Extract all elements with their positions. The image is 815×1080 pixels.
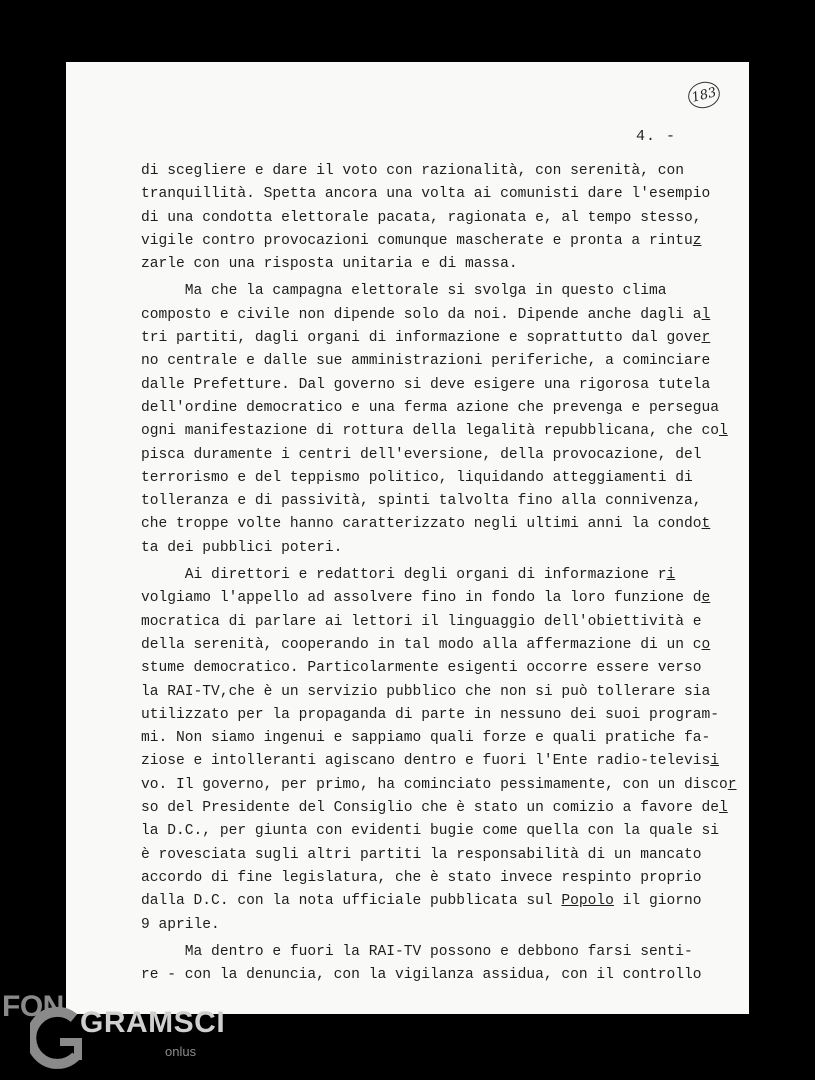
text-line xyxy=(141,867,741,890)
fondazione-gramsci-watermark xyxy=(0,986,226,1080)
text-line xyxy=(141,513,741,536)
text-segment: no centrale e dalle sue amministrazioni periferiche, a cominciare xyxy=(141,353,711,370)
text-line xyxy=(141,374,741,397)
text-line xyxy=(141,304,741,327)
text-line xyxy=(141,280,741,303)
text-segment: dalla D.C. con la nota ufficiale pubblicata sul xyxy=(141,893,562,910)
text-line xyxy=(141,350,741,373)
underlined-text: r xyxy=(727,776,737,793)
text-segment: utilizzato per la propaganda di parte in nessuno dei suoi program- xyxy=(141,706,720,723)
text-segment: dell'ordine democratico e una ferma azione che prevenga e persegua xyxy=(141,399,720,416)
text-segment: la D.C., per giunta con evidenti bugie come quella con la quale si xyxy=(141,823,720,840)
text-line xyxy=(141,397,741,420)
text-segment: zarle con una risposta unitaria e di massa. xyxy=(141,256,518,273)
text-segment: della serenità, cooperando in tal modo alla affermazione di un c xyxy=(141,636,702,653)
text-segment: la RAI-TV,che è un servizio pubblico che non si può tollerare sia xyxy=(141,683,711,700)
text-line xyxy=(141,207,741,230)
text-line xyxy=(141,657,741,680)
text-segment: tranquillità. Spetta ancora una volta ai comunisti dare l'esempio xyxy=(141,186,711,203)
text-segment: terrorismo e del teppismo politico, liquidando atteggiamenti di xyxy=(141,469,693,486)
text-line xyxy=(141,420,741,443)
underlined-text: r xyxy=(701,330,711,347)
text-line xyxy=(141,490,741,513)
underlined-text: l xyxy=(701,306,711,323)
page-number: 4. - xyxy=(636,128,677,145)
text-segment: di una condotta elettorale pacata, ragionata e, al tempo stesso, xyxy=(141,209,702,226)
underlined-text: l xyxy=(719,800,728,817)
text-segment: vigile contro provocazioni comunque mascherate e pronta a rintu xyxy=(141,232,693,249)
text-line xyxy=(141,750,741,773)
text-segment: tri partiti, dagli organi di informazione e soprattutto dal gove xyxy=(141,330,702,347)
text-line xyxy=(141,890,741,913)
document-page xyxy=(66,62,749,1014)
text-line xyxy=(141,844,741,867)
watermark-onlus: onlus xyxy=(165,1044,197,1059)
text-segment: volgiamo l'appello ad assolvere fino in fondo la loro funzione d xyxy=(141,590,702,607)
underlined-text: z xyxy=(692,232,702,249)
text-line xyxy=(141,587,741,610)
text-segment: di scegliere e dare il voto con razionalità, con serenità, con xyxy=(141,163,684,179)
underlined-text: o xyxy=(701,636,711,653)
underlined-text: i xyxy=(710,753,720,770)
text-line xyxy=(141,183,741,206)
text-line xyxy=(141,797,741,820)
underlined-text: e xyxy=(701,590,711,607)
underlined-text: Popolo xyxy=(561,893,614,910)
text-segment: ogni manifestazione di rottura della legalità repubblicana, che co xyxy=(141,423,720,440)
watermark-fon: FON xyxy=(2,990,64,1023)
text-line xyxy=(141,253,741,276)
text-segment: so del Presidente del Consiglio che è stato un comizio a favore de xyxy=(141,800,720,817)
text-line xyxy=(141,774,741,797)
text-segment: Ai direttori e redattori degli organi di informazione r xyxy=(141,567,667,584)
text-line xyxy=(141,160,741,183)
text-segment: stume democratico. Particolarmente esigenti occorre essere verso xyxy=(141,660,702,677)
text-segment: Ma dentro e fuori la RAI-TV possono e debbono farsi senti- xyxy=(141,943,693,960)
text-line xyxy=(141,634,741,657)
text-segment: tolleranza e di passività, spinti talvolta fino alla connivenza, xyxy=(141,493,702,510)
text-line xyxy=(141,444,741,467)
document-body xyxy=(141,160,741,987)
text-line xyxy=(141,681,741,704)
text-segment: re - con la denuncia, con la vigilanza assidua, con il controllo xyxy=(141,967,702,984)
text-segment: accordo di fine legislatura, che è stato invece respinto proprio xyxy=(141,869,702,886)
text-segment: che troppe volte hanno caratterizzato negli ultimi anni la condo xyxy=(141,516,702,533)
text-line xyxy=(141,327,741,350)
watermark-gramsci: GRAMSCI xyxy=(80,1006,226,1039)
underlined-text: i xyxy=(666,567,676,584)
underlined-text: t xyxy=(701,516,711,533)
text-line xyxy=(141,611,741,634)
text-line xyxy=(141,941,741,964)
text-line xyxy=(141,230,741,253)
text-segment: ta dei pubblici poteri. xyxy=(141,539,343,556)
text-segment: il giorno xyxy=(613,893,702,910)
text-line xyxy=(141,467,741,490)
text-segment: 9 aprile. xyxy=(141,916,220,933)
text-line xyxy=(141,564,741,587)
text-segment: vo. Il governo, per primo, ha cominciato pessimamente, con un disco xyxy=(141,776,728,793)
archive-number-stamp: 183 xyxy=(685,79,722,112)
underlined-text: l xyxy=(719,423,728,440)
text-segment: mi. Non siamo ingenui e sappiamo quali forze e quali pratiche fa- xyxy=(141,730,711,747)
text-segment: Ma che la campagna elettorale si svolga in questo clima xyxy=(141,283,667,300)
text-line xyxy=(141,704,741,727)
text-line xyxy=(141,537,741,560)
text-line xyxy=(141,727,741,750)
text-line xyxy=(141,914,741,937)
text-segment: composto e civile non dipende solo da noi. Dipende anche dagli a xyxy=(141,306,702,323)
text-segment: ziose e intolleranti agiscano dentro e fuori l'Ente radio-televis xyxy=(141,753,711,770)
text-line xyxy=(141,820,741,843)
text-segment: pisca duramente i centri dell'eversione, della provocazione, del xyxy=(141,446,702,463)
text-segment: mocratica di parlare ai lettori il linguaggio dell'obiettività e xyxy=(141,613,702,630)
text-segment: è rovesciata sugli altri partiti la responsabilità di un mancato xyxy=(141,846,702,863)
text-segment: dalle Prefetture. Dal governo si deve esigere una rigorosa tutela xyxy=(141,376,711,393)
text-line xyxy=(141,964,741,987)
